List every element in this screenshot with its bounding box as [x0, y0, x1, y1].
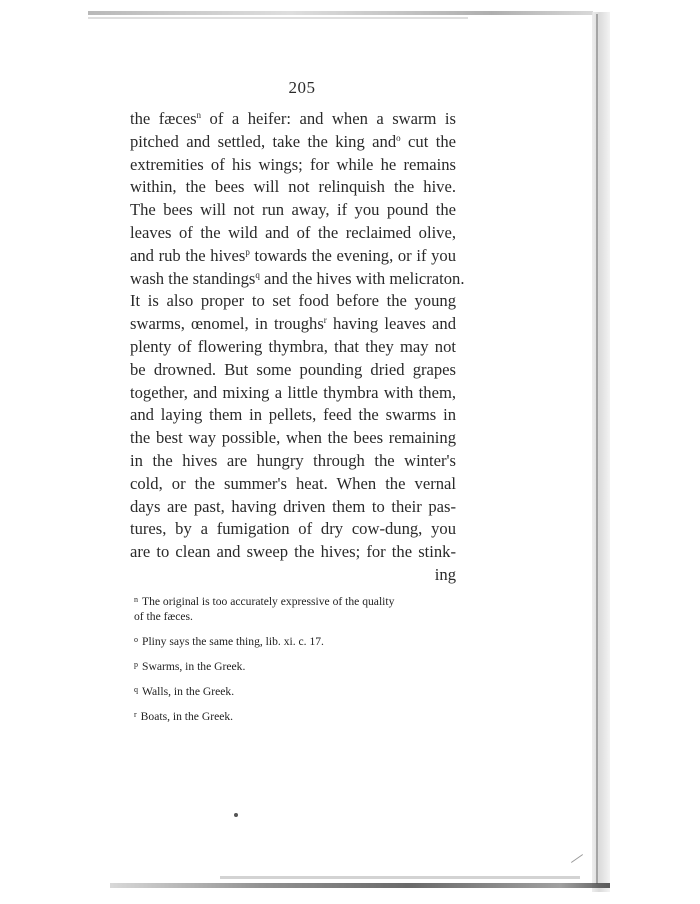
- text-line: [130, 450, 456, 473]
- footnote: [134, 682, 464, 699]
- body-text: [130, 108, 465, 587]
- text-run: leaves of the wild and of the reclaimed olive,: [130, 222, 456, 242]
- footnote-marker: n: [134, 595, 138, 604]
- text-line: [130, 336, 456, 359]
- footnote-reference: r: [323, 315, 327, 326]
- text-line: [130, 427, 456, 450]
- text-run: ing: [434, 564, 456, 584]
- text-run: the best way possible, when the bees remaining: [130, 428, 456, 448]
- text-line: [130, 176, 456, 199]
- text-run: together, and mixing a little thymbra with them,: [130, 382, 456, 402]
- page-edge-bottom: [110, 883, 610, 888]
- text-run: extremities of his wings; for while he remains: [130, 154, 456, 174]
- footnote-marker: o: [134, 635, 138, 644]
- footnote: [134, 592, 464, 624]
- text-line: [130, 359, 456, 382]
- footnote-marker: q: [134, 685, 138, 694]
- text-run: towards the evening, or if you: [249, 245, 456, 265]
- footnote-text: Walls, in the Greek.: [142, 685, 235, 698]
- text-run: and rub the hives: [130, 245, 246, 265]
- footnote: [134, 657, 464, 674]
- text-run: cut the: [400, 131, 456, 151]
- footnote-text: Swarms, in the Greek.: [142, 660, 246, 673]
- page-edge-right: [596, 14, 598, 884]
- footnote: [134, 632, 464, 649]
- text-run: of a heifer: and when a swarm is: [201, 109, 457, 128]
- text-line: [130, 154, 456, 177]
- text-line: [130, 496, 456, 519]
- page-number: 205: [288, 78, 316, 97]
- text-run: in the hives are hungry through the winter's: [130, 450, 456, 470]
- text-run: days are past, having driven them to their pas-: [130, 496, 456, 516]
- text-line: [130, 541, 456, 564]
- text-run: The bees will not run away, if you pound the: [130, 200, 456, 220]
- footnotes: [134, 592, 464, 732]
- ink-speck: [234, 813, 238, 817]
- text-line: [130, 404, 456, 427]
- text-line: [130, 382, 456, 405]
- text-run: having leaves and: [326, 314, 456, 334]
- footnote-reference: q: [255, 269, 260, 280]
- text-run: be drowned. But some pounding dried grapes: [130, 359, 456, 379]
- footnote-text: Pliny says the same thing, lib. xi. c. 17.: [142, 635, 324, 648]
- footnote: [134, 707, 464, 724]
- scan-mark: [571, 854, 583, 863]
- text-run: and the hives with melicraton.: [259, 268, 465, 288]
- text-run: swarms, œnomel, in troughs: [130, 314, 324, 334]
- page-edge-top-inner: [88, 17, 468, 19]
- text-line: [130, 473, 456, 496]
- footnote-marker: p: [134, 660, 138, 669]
- footnote-text: The original is too accurately expressive of the quality: [142, 595, 395, 608]
- footnote-marker: r: [134, 710, 137, 719]
- footnote-reference: o: [396, 132, 401, 143]
- text-run: are to clean and sweep the hives; for the stink-: [130, 542, 456, 562]
- text-line: [130, 313, 456, 336]
- text-line: [130, 222, 456, 245]
- page-edge-top: [88, 11, 593, 15]
- text-run: cold, or the summer's heat. When the vernal: [130, 473, 456, 493]
- footnote-text: Boats, in the Greek.: [140, 710, 234, 723]
- page-edge-bottom-inner: [220, 876, 580, 879]
- text-line: [130, 131, 456, 154]
- text-line: [130, 199, 456, 222]
- text-run: wash the standings: [130, 268, 256, 288]
- text-run: the fæces: [130, 109, 197, 128]
- footnote-continuation: of the fæces.: [134, 610, 193, 623]
- text-line: [130, 518, 456, 541]
- text-run: and laying them in pellets, feed the swarms in: [130, 405, 456, 425]
- text-line: [130, 290, 456, 313]
- text-line: [130, 108, 456, 131]
- text-run: tures, by a fumigation of dry cow-dung, you: [130, 519, 456, 539]
- footnote-reference: p: [245, 246, 250, 257]
- text-line: [130, 268, 465, 291]
- text-run: It is also proper to set food before the young: [130, 291, 456, 311]
- page-edge-right-shadow: [592, 12, 610, 892]
- footnote-reference: n: [196, 110, 202, 120]
- text-run: plenty of flowering thymbra, that they may not: [130, 336, 456, 356]
- text-run: within, the bees will not relinquish the hive.: [130, 177, 456, 197]
- text-run: pitched and settled, take the king and: [130, 131, 397, 151]
- text-line: [130, 245, 456, 268]
